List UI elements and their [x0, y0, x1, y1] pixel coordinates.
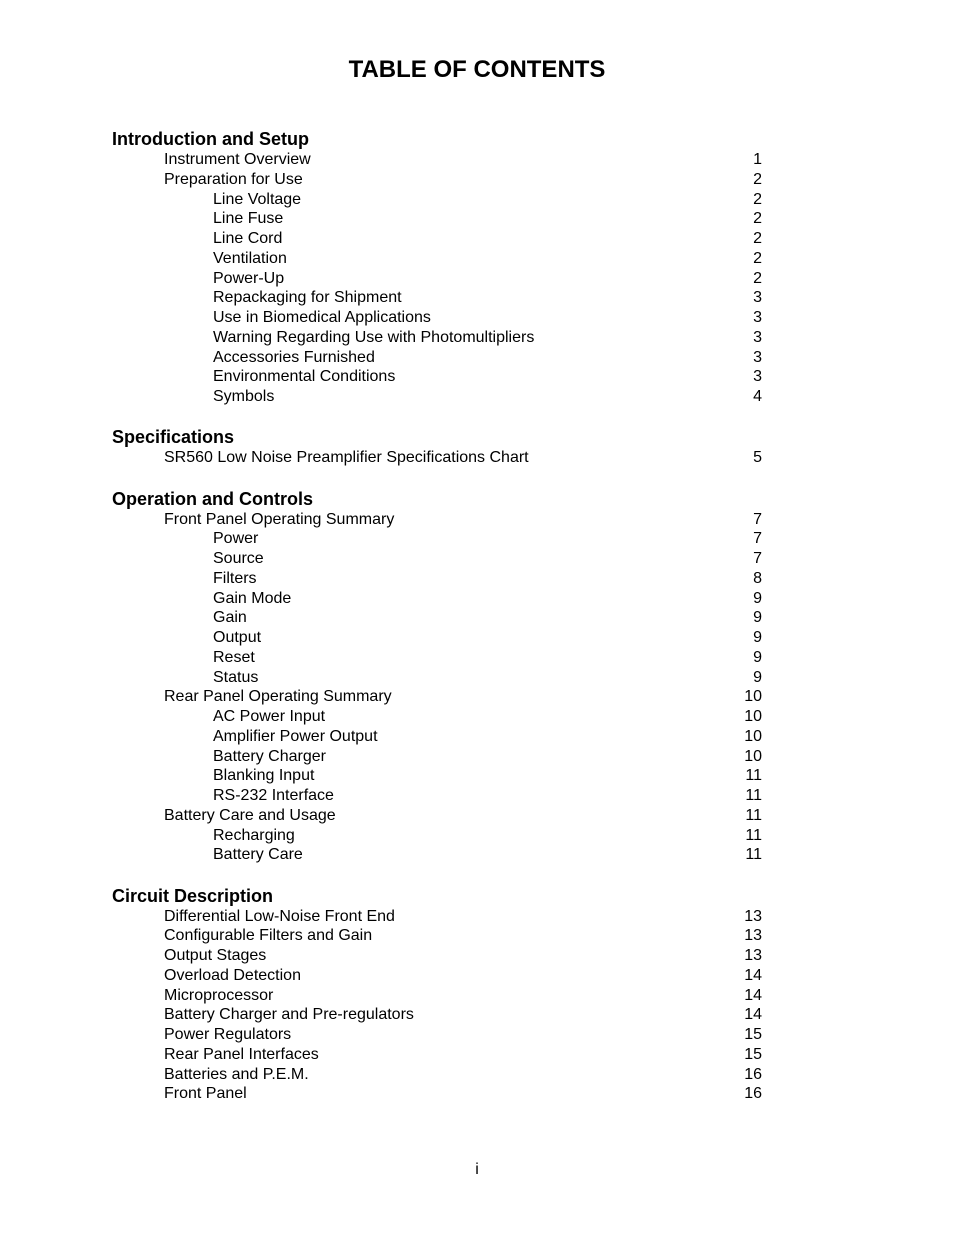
entry-label: Reset	[213, 648, 255, 666]
toc-entry	[0, 190, 954, 210]
entry-page-number: 9	[753, 629, 762, 646]
toc-entry	[0, 806, 954, 826]
entry-label: Power Regulators	[164, 1026, 292, 1043]
toc-entry	[0, 946, 954, 966]
toc-entry	[0, 608, 954, 628]
entry-page-number: 11	[745, 787, 762, 804]
toc-entry	[0, 766, 954, 786]
toc-entry	[0, 367, 954, 387]
toc-entry	[0, 826, 954, 846]
toc-entry	[0, 926, 954, 946]
entry-label: Battery Care and Usage	[164, 806, 336, 824]
toc-entry	[0, 707, 954, 727]
entry-label: Rear Panel Interfaces	[164, 1045, 319, 1063]
entry-page-number: 2	[753, 190, 762, 208]
section-title: Operation and Controls	[112, 488, 314, 509]
entry-page-number: 3	[753, 289, 762, 307]
entry-label: Output Stages	[164, 947, 267, 964]
toc-entry	[0, 288, 954, 308]
toc-section	[0, 488, 954, 866]
entry-label: Battery Charger	[213, 747, 326, 765]
entry-label: Accessories Furnished	[213, 348, 375, 366]
toc-entry	[0, 687, 954, 707]
entry-label: Gain Mode	[213, 589, 292, 607]
entry-label: Line Cord	[213, 230, 283, 247]
toc-entry	[0, 589, 954, 609]
toc-section	[0, 885, 954, 1105]
entry-label: Environmental Conditions	[213, 368, 396, 386]
toc-entry	[0, 308, 954, 328]
toc-entry	[0, 448, 954, 468]
entry-page-number: 10	[744, 727, 762, 745]
entry-page-number: 16	[744, 1085, 762, 1103]
toc-entry	[0, 966, 954, 986]
entry-page-number: 8	[753, 569, 762, 587]
entry-page-number: 2	[753, 170, 762, 188]
toc-entry	[0, 229, 954, 249]
toc-entry	[0, 387, 954, 407]
entry-label: Configurable Filters and Gain	[164, 927, 373, 945]
toc-entry	[0, 845, 954, 865]
entry-page-number: 9	[753, 668, 762, 686]
entry-page-number: 3	[753, 368, 762, 386]
entry-page-number: 9	[753, 589, 762, 607]
toc-entry	[0, 569, 954, 589]
entry-page-number: 7	[753, 550, 762, 567]
toc-entry	[0, 510, 954, 530]
entry-page-number: 3	[753, 309, 762, 326]
entry-page-number: 5	[753, 449, 762, 467]
entry-label: Microprocessor	[164, 986, 274, 1004]
entry-label: Blanking Input	[213, 767, 315, 785]
section-title: Specifications	[112, 427, 235, 448]
page-number: i	[475, 1161, 479, 1178]
entry-label: Batteries and P.E.M.	[164, 1065, 309, 1083]
entry-page-number: 11	[745, 846, 762, 864]
entry-label: Preparation for Use	[164, 170, 303, 188]
entry-page-number: 4	[753, 388, 762, 405]
entry-label: Recharging	[213, 826, 295, 844]
entry-page-number: 10	[744, 688, 762, 706]
toc-entry	[0, 529, 954, 549]
entry-label: Power-Up	[213, 269, 285, 287]
toc-entry	[0, 1065, 954, 1085]
toc-entry	[0, 549, 954, 569]
entry-page-number: 2	[753, 249, 762, 267]
entry-page-number: 3	[753, 328, 762, 346]
entry-label: Front Panel	[164, 1085, 247, 1103]
entry-page-number: 13	[744, 947, 762, 964]
entry-label: Symbols	[213, 388, 275, 405]
entry-label: Instrument Overview	[164, 151, 311, 168]
toc-entry	[0, 907, 954, 927]
entry-page-number: 7	[753, 530, 762, 548]
entry-page-number: 10	[744, 747, 762, 765]
entry-label: Power	[213, 530, 259, 548]
entry-label: Warning Regarding Use with Photomultipliers	[213, 328, 535, 346]
entry-page-number: 9	[753, 609, 762, 627]
entry-label: AC Power Input	[213, 708, 326, 725]
table-of-contents	[0, 128, 954, 1124]
entry-label: SR560 Low Noise Preamplifier Specifications Chart	[164, 449, 529, 467]
page-title: TABLE OF CONTENTS	[348, 56, 606, 83]
entry-page-number: 15	[744, 1026, 762, 1043]
entry-label: Ventilation	[213, 249, 287, 267]
entry-page-number: 11	[745, 767, 762, 785]
entry-label: Battery Charger and Pre-regulators	[164, 1006, 414, 1024]
entry-label: Differential Low-Noise Front End	[164, 907, 395, 925]
entry-page-number: 2	[753, 269, 762, 287]
entry-page-number: 2	[753, 230, 762, 247]
toc-entry	[0, 269, 954, 289]
toc-entry	[0, 786, 954, 806]
toc-entry	[0, 249, 954, 269]
section-title: Circuit Description	[112, 885, 274, 906]
toc-entry	[0, 348, 954, 368]
toc-entry	[0, 1025, 954, 1045]
entry-label: Front Panel Operating Summary	[164, 510, 395, 528]
entry-label: Amplifier Power Output	[213, 727, 378, 745]
toc-entry	[0, 150, 954, 170]
entry-label: Filters	[213, 569, 257, 587]
toc-entry	[0, 727, 954, 747]
entry-label: Repackaging for Shipment	[213, 289, 402, 307]
toc-entry	[0, 747, 954, 767]
entry-page-number: 7	[753, 510, 762, 528]
section-title: Introduction and Setup	[112, 129, 309, 149]
entry-page-number: 16	[744, 1065, 762, 1083]
toc-entry	[0, 628, 954, 648]
toc-section	[0, 128, 954, 407]
entry-page-number: 14	[744, 986, 762, 1004]
toc-entry	[0, 1084, 954, 1104]
toc-entry	[0, 1045, 954, 1065]
entry-label: Line Fuse	[213, 210, 284, 228]
entry-page-number: 11	[745, 826, 762, 844]
entry-page-number: 14	[744, 966, 762, 984]
entry-page-number: 11	[745, 806, 762, 824]
toc-entry	[0, 648, 954, 668]
entry-label: RS-232 Interface	[213, 787, 334, 804]
toc-entry	[0, 209, 954, 229]
toc-entry	[0, 668, 954, 688]
entry-label: Gain	[213, 609, 247, 627]
entry-page-number: 13	[744, 907, 762, 925]
entry-label: Rear Panel Operating Summary	[164, 688, 392, 706]
entry-label: Overload Detection	[164, 966, 301, 984]
toc-entry	[0, 328, 954, 348]
entry-label: Battery Care	[213, 846, 303, 864]
entry-page-number: 2	[753, 210, 762, 228]
entry-label: Status	[213, 668, 259, 686]
entry-page-number: 14	[744, 1006, 762, 1024]
entry-label: Use in Biomedical Applications	[213, 309, 431, 326]
toc-entry	[0, 1005, 954, 1025]
entry-page-number: 15	[744, 1045, 762, 1063]
toc-entry	[0, 170, 954, 190]
entry-label: Source	[213, 550, 264, 567]
toc-entry	[0, 986, 954, 1006]
entry-label: Output	[213, 629, 262, 646]
entry-page-number: 10	[744, 708, 762, 725]
entry-page-number: 3	[753, 348, 762, 366]
entry-label: Line Voltage	[213, 190, 302, 208]
entry-page-number: 1	[753, 151, 762, 168]
entry-page-number: 9	[753, 648, 762, 666]
entry-page-number: 13	[744, 927, 762, 945]
toc-section	[0, 426, 954, 468]
